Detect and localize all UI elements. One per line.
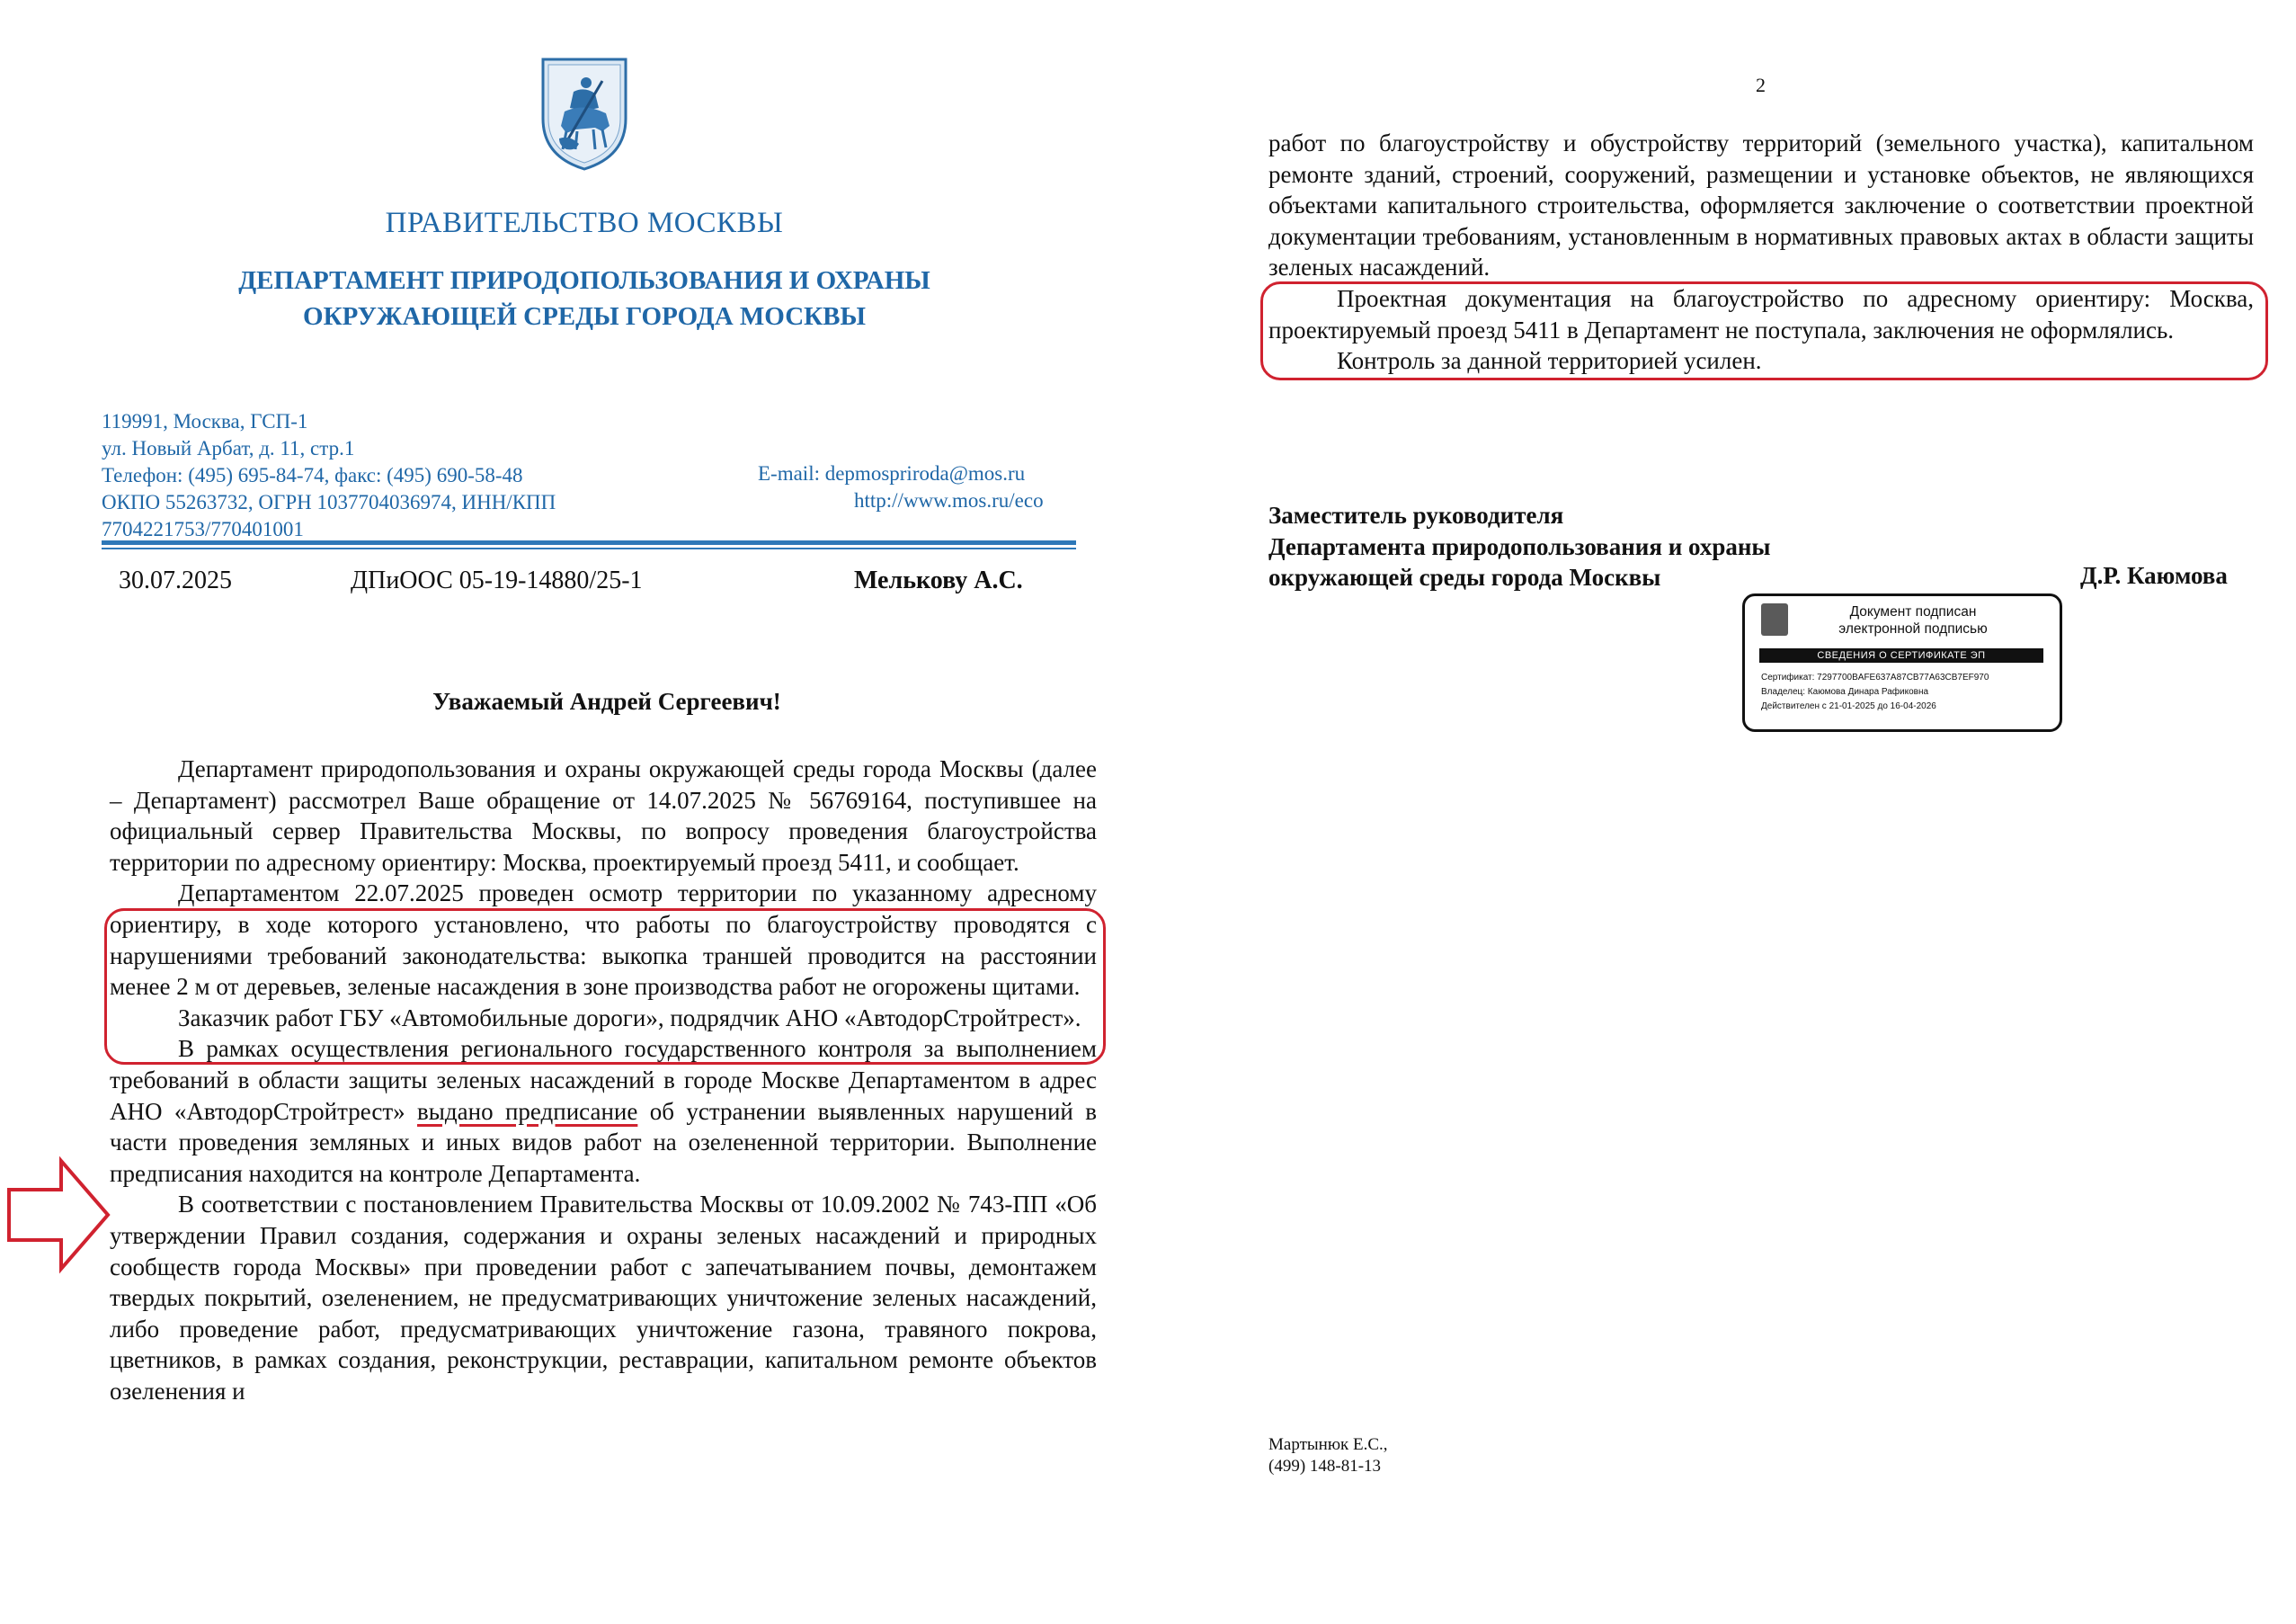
stamp-title-line2: электронной подписью bbox=[1838, 621, 1988, 637]
reference-number: ДПиООС 05-19-14880/25-1 bbox=[351, 567, 643, 594]
address-phone: Телефон: (495) 695-84-74, факс: (495) 690-58-48 bbox=[102, 464, 523, 486]
paragraph-conclusion: работ по благоустройству и обустройству территорий (земельного участка), капитальном ремонте зданий, строений, сооружений, размещении и установке объектов, не являющихся объектами капитального строительства, оформляется заключение о соответствии проектной документации требованиям, установленным в нормативных правовых актах в области защиты зеленых насаждений. bbox=[1268, 129, 2254, 281]
letter-date: 30.07.2025 bbox=[119, 567, 232, 594]
signatory-position: Заместитель руководителя bbox=[1268, 502, 1564, 529]
highlight-box-inspection bbox=[104, 908, 1106, 1065]
email-link[interactable]: E-mail: depmospriroda@mos.ru bbox=[758, 462, 1026, 485]
website-link[interactable]: http://www.mos.ru/eco bbox=[854, 489, 1044, 512]
paragraph-appeal: Департамент природопользования и охраны окружающей среды города Москвы (далее – Департамент) рассмотрел Ваше обращение от 14.07.2025 № 56769164, поступившее на официальный сервер Правительства Москвы, по вопросу проведения благоустройства территории по адресному ориентиру: Москва, проектируемый проезд 5411, и сообщает. bbox=[110, 755, 1097, 876]
department-title-line2: ОКРУЖАЮЩЕЙ СРЕДЫ ГОРОДА МОСКВЫ bbox=[303, 302, 866, 331]
paragraph-contractor: Заказчик работ ГБУ «Автомобильные дороги», подрядчик АНО «АвтодорСтройтрест». bbox=[178, 1004, 1081, 1031]
moscow-coat-of-arms-icon bbox=[539, 56, 629, 173]
stamp-certificate-header: СВЕДЕНИЯ О СЕРТИФИКАТЕ ЭП bbox=[1759, 648, 2043, 663]
paragraph-project-docs: Проектная документация на благоустройство по адресному ориентиру: Москва, проектируемый проезд 5411 в Департамент не поступала, заключения не оформлялись. bbox=[1268, 284, 2254, 344]
signatory-department-cont: окружающей среды города Москвы bbox=[1268, 564, 1661, 591]
executor-phone: (499) 148-81-13 bbox=[1268, 1457, 1382, 1476]
header-divider bbox=[102, 540, 1076, 545]
stamp-certificate: Сертификат: 7297700BAFE637A87CB77A63CB7EF970 bbox=[1761, 673, 1989, 683]
salutation: Уважаемый Андрей Сергеевич! bbox=[432, 688, 781, 715]
department-title-line1: ДЕПАРТАМЕНТ ПРИРОДОПОЛЬЗОВАНИЯ И ОХРАНЫ bbox=[238, 266, 930, 295]
highlight-box-project-docs bbox=[1260, 281, 2268, 380]
address-inn: 7704221753/770401001 bbox=[102, 518, 304, 540]
paragraph-inspection: Департаментом 22.07.2025 проведен осмотр территории по указанному адресному ориентиру, в ходе которого установлено, что работы по благоустройству проводятся с нарушениями требований законодательства: выкопка траншей проводится на расстоянии менее 2 м от деревьев, зеленые насаждения в зоне производства работ не огорожены щитами. bbox=[110, 879, 1097, 1001]
address-block bbox=[102, 408, 556, 543]
paragraph-control: Контроль за данной территорией усилен. bbox=[1337, 347, 1762, 375]
address-line: 119991, Москва, ГСП-1 bbox=[102, 410, 308, 433]
signatory-department: Департамента природопользования и охраны bbox=[1268, 532, 1771, 560]
stamp-title-line1: Документ подписан bbox=[1849, 604, 1977, 620]
stamp-emblem-icon bbox=[1761, 603, 1788, 636]
paragraph-regulation: В соответствии с постановлением Правительства Москвы от 10.09.2002 № 743-ПП «Об утверждении Правил создания, содержания и охраны зеленых насаждений и природных сообществ города Москвы» при проведении работ с запечатыванием почвы, демонтажем твердых покрытий, озеленением, не предусматривающих уничтожение зеленых насаждений, либо проведение работ, предусматривающих уничтожение газона, травяного покрова, цветников, в рамках создания, реконструкции, реставрации, капитальном ремонте объектов озеленения и bbox=[110, 1191, 1097, 1405]
letter-body bbox=[110, 754, 1097, 1406]
government-title: ПРАВИТЕЛЬСТВО МОСКВЫ bbox=[385, 207, 784, 239]
stamp-owner: Владелец: Каюмова Динара Рафиковна bbox=[1761, 687, 1929, 697]
address-codes: ОКПО 55263732, ОГРН 1037704036974, ИНН/КПП bbox=[102, 491, 556, 513]
signatory-name: Д.Р. Каюмова bbox=[2080, 562, 2228, 589]
page-number: 2 bbox=[1756, 74, 1766, 96]
recipient-name: Мелькову А.С. bbox=[854, 567, 1023, 594]
stamp-title bbox=[1801, 603, 2025, 638]
electronic-signature-stamp bbox=[1742, 593, 2062, 732]
header-divider-thin bbox=[102, 548, 1076, 549]
executor-name: Мартынюк Е.С., bbox=[1268, 1435, 1388, 1454]
order-issued-underlined: выдано предписание bbox=[417, 1097, 638, 1125]
executor-block bbox=[1268, 1434, 1388, 1477]
address-line: ул. Новый Арбат, д. 11, стр.1 bbox=[102, 437, 355, 460]
signature-block bbox=[1268, 500, 1770, 593]
department-title bbox=[162, 263, 1007, 335]
order-text-before: В рамках осуществления регионального государственного контроля за выполнением требований в области защиты зеленых насаждений в городе Москве Департаментом в адрес АНО «АвтодорСтройтрест» bbox=[110, 1035, 1097, 1125]
stamp-validity: Действителен с 21-01-2025 до 16-04-2026 bbox=[1761, 701, 1936, 711]
order-text-after: об устранении выявленных нарушений в части проведения земляных и иных видов работ на озелененной территории. Выполнение предписания находится на контроле Департамента. bbox=[110, 1097, 1097, 1187]
red-arrow-icon bbox=[5, 1156, 111, 1274]
